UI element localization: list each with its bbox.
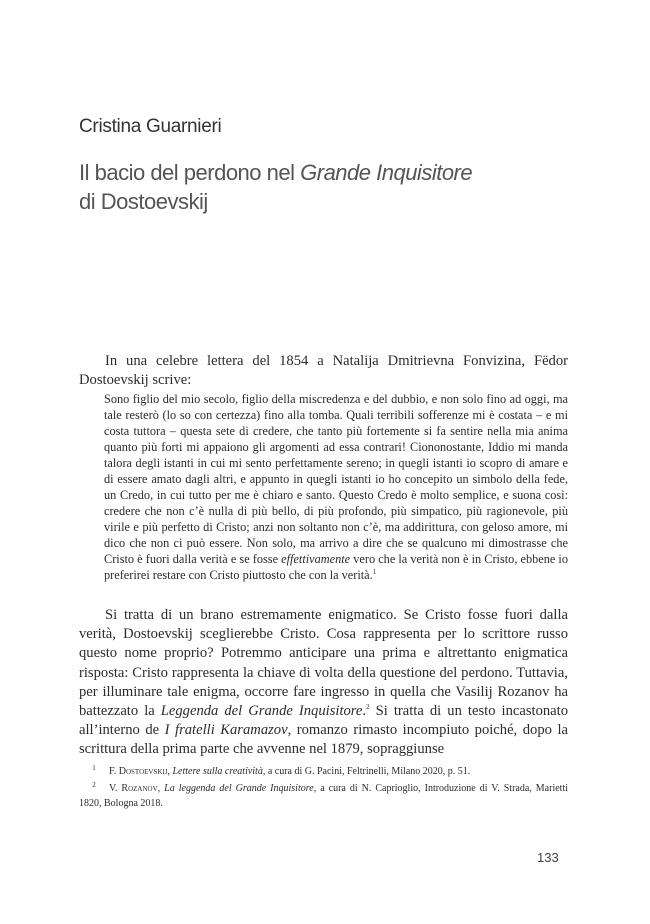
title-italic: Grande Inquisitore [300, 160, 473, 185]
footnote-details: , a cura di N. Caprioglio, Introduzione di V. Strada, Marietti 1820, Bologna 2018. [79, 783, 568, 809]
body-text-3: Si tratta di un testo incastonato all’interno de [79, 703, 569, 739]
quote-text-before: Sono figlio del mio secolo, figlio della miscredenza e del dubbio, e non solo fino ad oggi, ma tale resterò (lo so con certezza) fino alla tomba. Quali terribili sofferenze mi è costata – e mi costa tuttora – questa sete di credere, che tanto più fortemente si fa sentire nella mia anima quanto più forti mi appaiono gli argomenti ad essa contrari! Ciononostante, Iddio mi manda talora degli istanti in cui mi sento perfettamente sereno; in quegli istanti io scopro di amare e di essere amato dagli altri, e appunto in quegli istanti io ho concepito un simbolo della fede, un Credo, in cui tutto per me è chiaro e santo. Questo Credo è molto semplice, e suona così: credere che non c’è nulla di più bello, di più profondo, più simpatico, più ragionevole, più virile e più perfetto di Cristo; anzi non soltanto non c’è, ma addirittura, con geloso amore, mi dico che non ci può essere. Non solo, ma arrivo a dire che se qualcuno mi dimostrasse che Cristo è fuori dalla verità e se fosse [104, 392, 568, 566]
footnote-title: La leggenda del Grande Inquisitore [164, 783, 314, 794]
body-paragraph [79, 606, 568, 760]
author-name: Cristina Guarnieri [79, 116, 222, 137]
body-italic-1: Leggenda del Grande Inquisitore [160, 703, 363, 720]
footnote-author: V. Rozanov [109, 783, 158, 794]
block-quote [104, 391, 568, 583]
footnote-2: 2 V. Rozanov, La leggenda del Grande Inquisitore, a cura di N. Caprioglio, Introduzione di V. Strada, Marietti 1820, Bologna 2018. [79, 780, 568, 809]
quote-italic: effettivamente [281, 552, 351, 566]
footnote-title: Lettere sulla creatività [172, 766, 263, 777]
body-text-2: . [362, 703, 367, 720]
footnote-ref-2: 2 [366, 703, 370, 712]
footnote-details: , a cura di G. Pacini, Feltrinelli, Milano 2020, p. 51. [262, 766, 471, 777]
footnote-ref-1: 1 [372, 567, 377, 576]
body-text-4: , romanzo rimasto incompiuto poiché, dopo la scrittura della prima parte che avvenne nel 1879, sopraggiunse [79, 722, 568, 758]
article-title [79, 158, 579, 216]
quote-text-after: vero che la verità non è in Cristo, ebbene io preferirei restare con Cristo piuttosto che con la verità. [104, 552, 569, 582]
body-text-1: Si tratta di un brano estremamente enigmatico. Se Cristo fosse fuori dalla verità, Dostoevskij sceglierebbe Cristo. Cosa rappresenta per lo scrittore russo questo nome proprio? Potremmo anticipare una prima e altrettanto enigmatica risposta: Cristo rappresenta la chiave di volta della questione del perdono. Tuttavia, per illuminare tale enigma, occorre fare ingresso in quella che Vasilij Rozanov ha battezzato la [79, 607, 568, 720]
title-text-1: Il bacio del perdono nel [79, 160, 301, 185]
body-italic-2: I fratelli Karamazov [164, 722, 288, 739]
footnote-separator: , [167, 766, 173, 777]
footnote-author: F. Dostoevskij [109, 766, 168, 777]
footnote-separator: , [157, 783, 165, 794]
footnote-1: 1 F. Dostoevskij, Lettere sulla creatività, a cura di G. Pacini, Feltrinelli, Milano 2020, p. 51. [92, 763, 471, 777]
title-text-2: di Dostoevskij [79, 189, 208, 214]
page-number: 133 [537, 850, 559, 865]
intro-paragraph: In una celebre lettera del 1854 a Natalija Dmitrievna Fonvizina, Fëdor Dostoevskij scrive: [79, 353, 568, 389]
